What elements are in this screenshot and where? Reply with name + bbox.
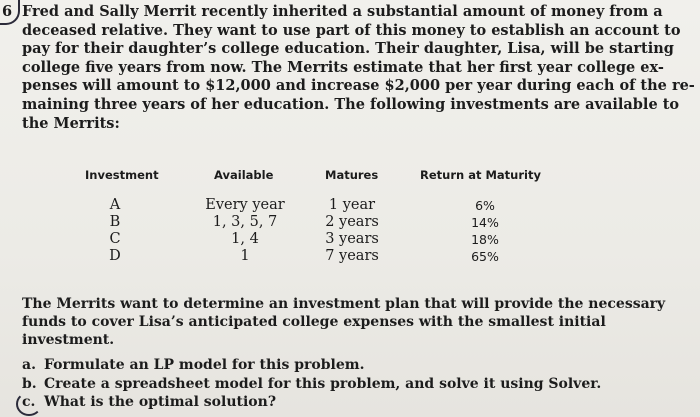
part-a [22,356,601,375]
outro-line: funds to cover Lisa’s anticipated college expenses with the smallest initial [22,314,606,331]
cell-available: Every year [205,197,285,213]
intro-line: deceased relative. They want to use part of this money to establish an account to [22,21,681,39]
intro-line: penses will amount to $12,000 and increase $2,000 per year during each of the re- [22,77,695,95]
outro-line: The Merrits want to determine an investment plan that will provide the necessary [22,296,666,312]
cell-available: 1 [240,248,250,264]
part-text: Formulate an LP model for this problem. [44,357,365,373]
column-return [455,197,515,265]
part-letter: c. [22,394,36,411]
part-b [22,375,601,394]
cell-investment: C [109,231,121,247]
cell-return: 6% [475,198,495,213]
problem-number: 6 [2,3,13,20]
cell-return: 65% [471,249,499,264]
cell-matures: 7 years [325,248,379,264]
part-c [22,393,601,412]
cell-matures: 3 years [325,231,379,247]
cell-available: 1, 4 [231,231,259,247]
part-letter: b. [22,375,37,392]
part-text: Create a spreadsheet model for this problem, and solve it using Solver. [44,375,602,392]
header-return: Return at Maturity [420,168,541,182]
intro-line: college five years from now. The Merrits estimate that her first year college ex- [22,58,664,76]
header-available: Available [214,168,274,182]
cell-return: 14% [471,215,499,230]
intro-line: pay for their daughter’s college education. Their daughter, Lisa, will be starting [22,40,674,58]
column-investment [100,197,130,265]
header-matures: Matures [325,168,379,182]
cell-investment: B [109,214,121,230]
intro-line: maining three years of her education. The following investments are available to [22,95,680,113]
cell-return: 18% [471,232,499,247]
part-text: What is the optimal solution? [44,394,277,411]
intro-line: the Merrits: [22,114,120,132]
header-investment: Investment [85,168,159,182]
column-available [190,197,300,265]
problem-intro [22,3,695,133]
cell-investment: D [109,248,121,264]
problem-parts [22,356,601,412]
part-letter: a. [22,357,36,373]
handwritten-circle-mark [16,392,42,416]
cell-matures: 1 year [328,197,376,213]
column-matures [312,197,392,265]
cell-investment: A [109,197,121,213]
problem-outro [22,295,666,350]
outro-line: investment. [22,332,115,349]
cell-available: 1, 3, 5, 7 [212,214,278,230]
cell-matures: 2 years [325,214,379,230]
intro-line: Fred and Sally Merrit recently inherited a substantial amount of money from a [22,3,663,20]
